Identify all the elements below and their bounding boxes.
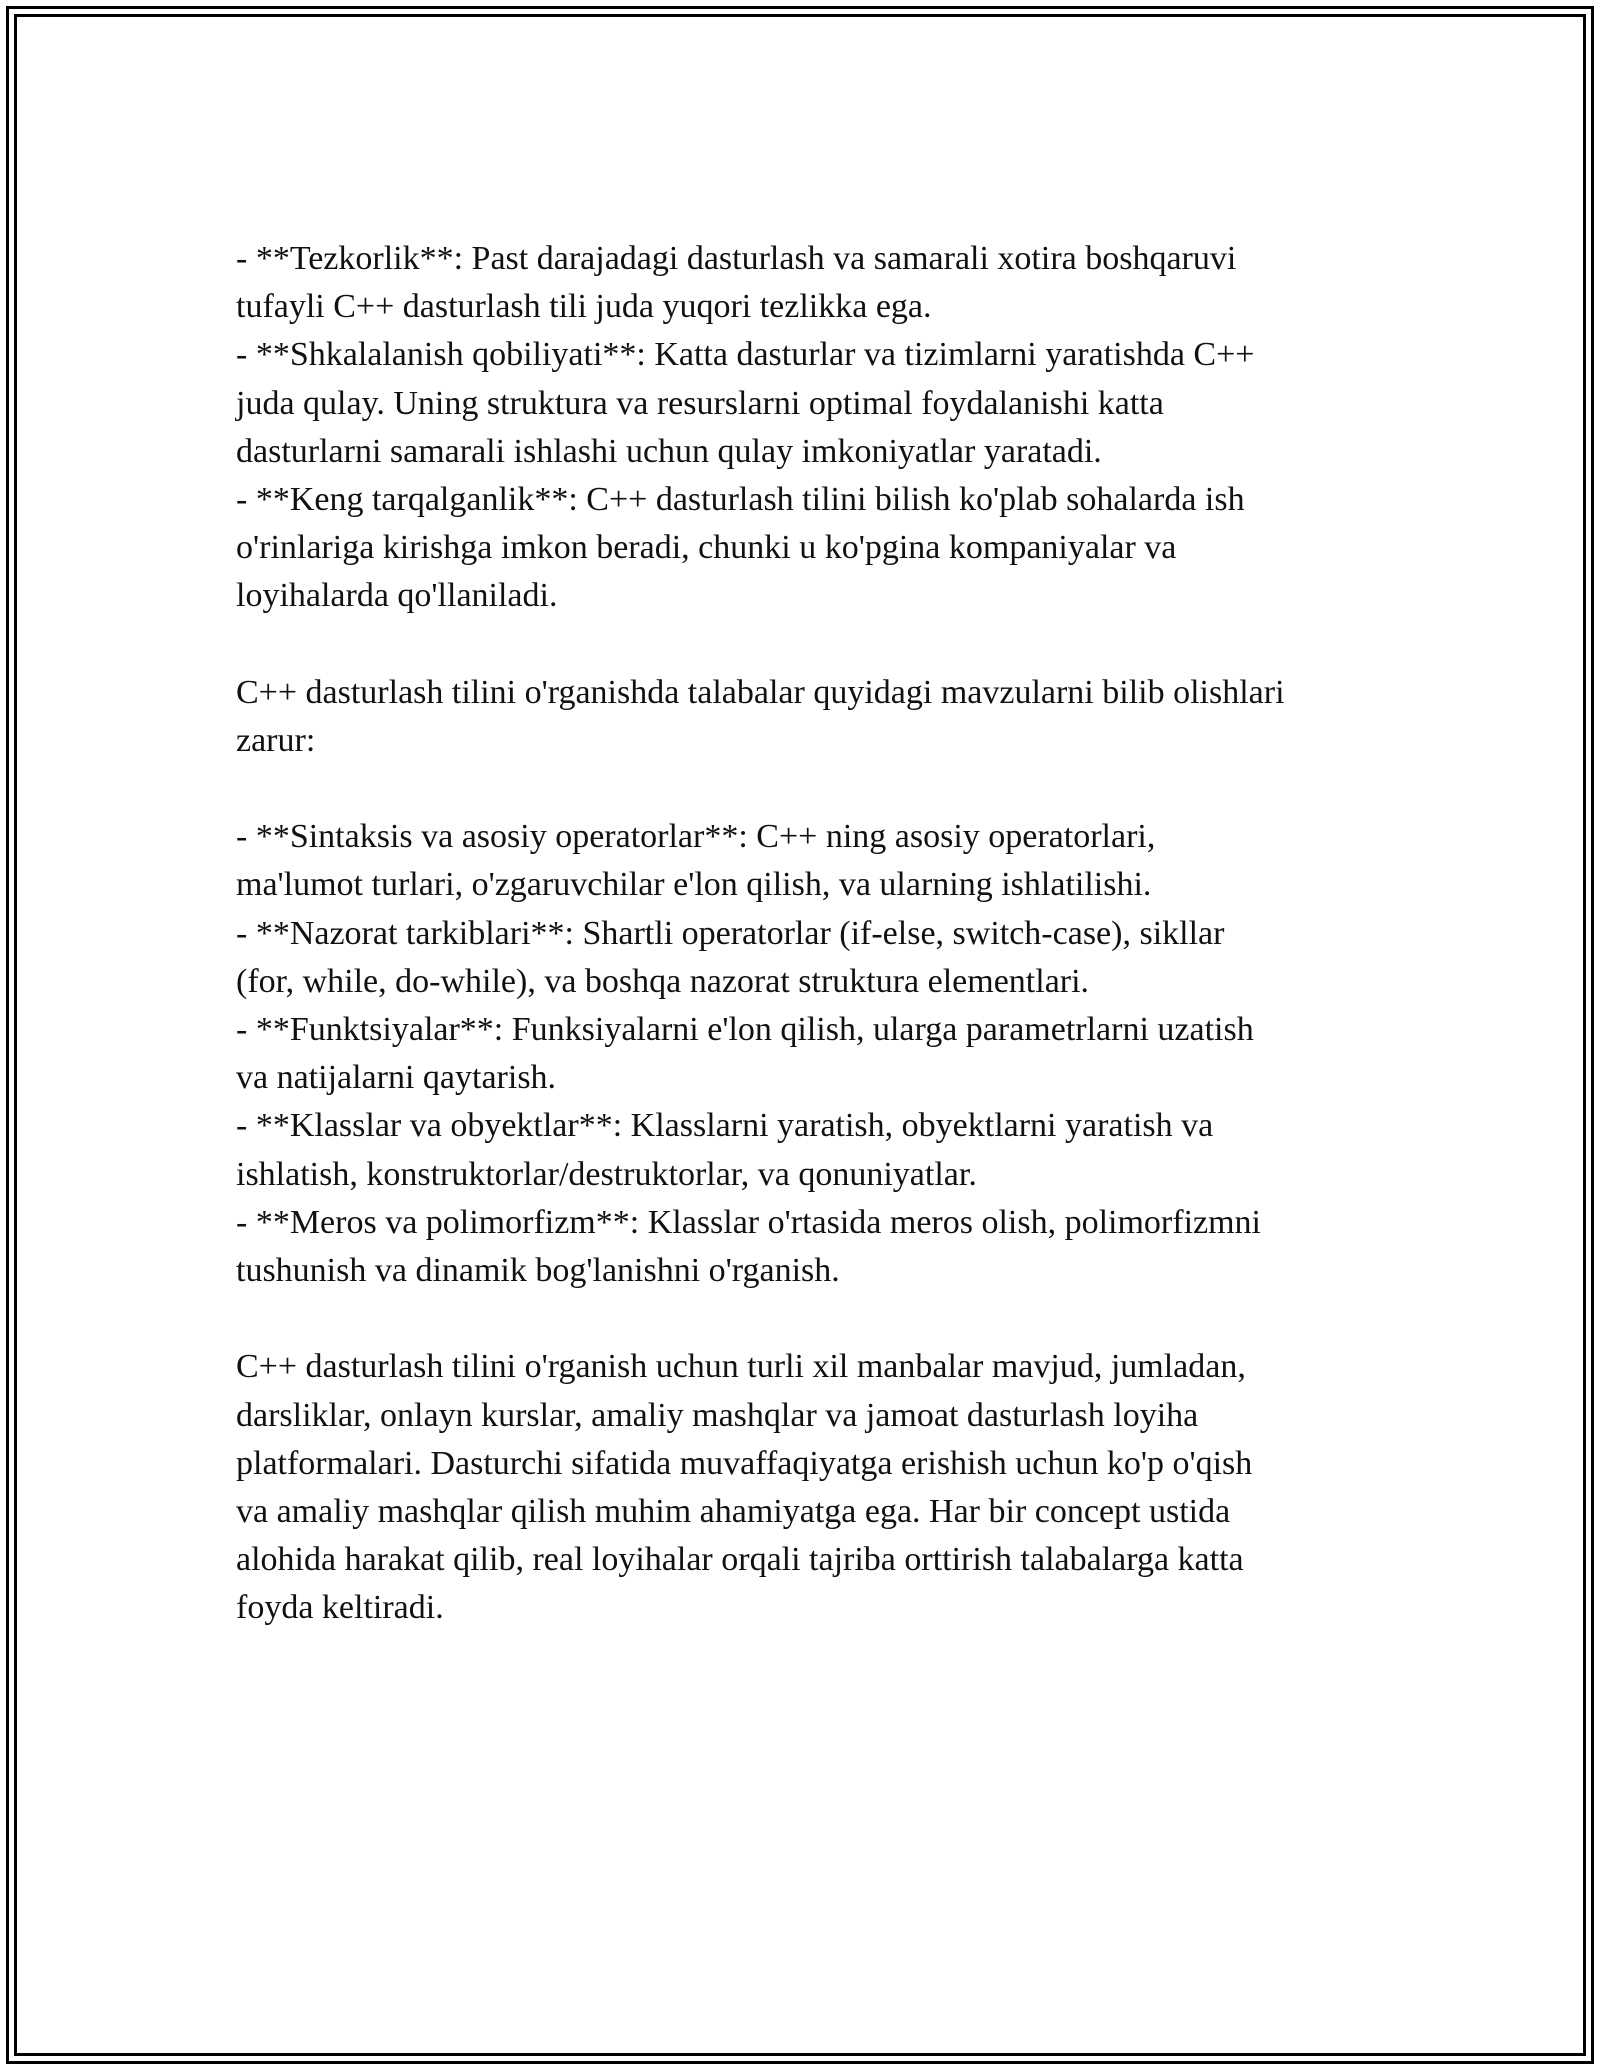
text-line: - **Funktsiyalar**: Funksiyalarni e'lon qilish, ularga parametrlarni uzatish [236, 1011, 1254, 1048]
paragraph-spacer [236, 621, 1396, 669]
paragraph-topics-intro [236, 669, 1396, 765]
text-line: - **Meros va polimorfizm**: Klasslar o'rtasida meros olish, polimorfizmni [236, 1203, 1261, 1241]
text-line: tushunish va dinamik bog'lanishni o'rganish. [236, 1251, 840, 1289]
paragraph-resources [236, 1343, 1396, 1632]
text-line: C++ dasturlash tilini o'rganish uchun turli xil manbalar mavjud, jumladan, [236, 1348, 1246, 1386]
text-line: foyda keltiradi. [236, 1589, 444, 1627]
text-line: va amaliy mashqlar qilish muhim ahamiyatga ega. Har bir concept ustida [236, 1492, 1231, 1530]
text-line: C++ dasturlash tilini o'rganishda talabalar quyidagi mavzularni bilib olishlari [236, 673, 1285, 711]
text-line: ishlatish, konstruktorlar/destruktorlar, va qonuniyatlar. [236, 1155, 977, 1193]
text-line: - **Shkalalanish qobiliyati**: Katta dasturlar va tizimlarni yaratishda C++ [236, 336, 1255, 374]
text-line: platformalari. Dasturchi sifatida muvaffaqiyatga erishish uchun ko'p o'qish [236, 1444, 1253, 1482]
text-line: - **Klasslar va obyektlar**: Klasslarni yaratish, obyektlarni yaratish va [236, 1107, 1214, 1145]
text-line: ma'lumot turlari, o'zgaruvchilar e'lon qilish, va ularning ishlatilishi. [236, 866, 1152, 904]
text-line: - **Keng tarqalganlik**: C++ dasturlash tilini bilish ko'plab sohalarda ish [236, 480, 1245, 518]
text-line: va natijalarni qaytarish. [236, 1059, 557, 1097]
paragraph-spacer [236, 765, 1396, 813]
text-line: loyihalarda qo'llaniladi. [236, 577, 558, 615]
text-line: dasturlarni samarali ishlashi uchun qulay imkoniyatlar yaratadi. [236, 432, 1102, 470]
text-line: (for, while, do-while), va boshqa nazorat struktura elementlari. [236, 962, 1090, 1000]
paragraph-topics-list [236, 813, 1396, 1295]
text-line: darsliklar, onlayn kurslar, amaliy mashqlar va jamoat dasturlash loyiha [236, 1396, 1199, 1434]
text-line: alohida harakat qilib, real loyihalar orqali tajriba orttirish talabalarga katta [236, 1541, 1244, 1579]
paragraph-advantages [236, 235, 1396, 621]
document-body [236, 235, 1396, 1632]
text-line: - **Tezkorlik**: Past darajadagi dasturlash va samarali xotira boshqaruvi [236, 240, 1237, 277]
text-line: juda qulay. Uning struktura va resurslarni optimal foydalanishi katta [236, 384, 1164, 422]
text-line: zarur: [236, 721, 316, 759]
text-line: o'rinlariga kirishga imkon beradi, chunki u ko'pgina kompaniyalar va [236, 529, 1177, 567]
text-line: - **Sintaksis va asosiy operatorlar**: C++ ning asosiy operatorlari, [236, 818, 1156, 856]
text-line: tufayli C++ dasturlash tili juda yuqori tezlikka ega. [236, 288, 932, 326]
text-line: - **Nazorat tarkiblari**: Shartli operatorlar (if-else, switch-case), sikllar [236, 914, 1225, 952]
paragraph-spacer [236, 1295, 1396, 1343]
